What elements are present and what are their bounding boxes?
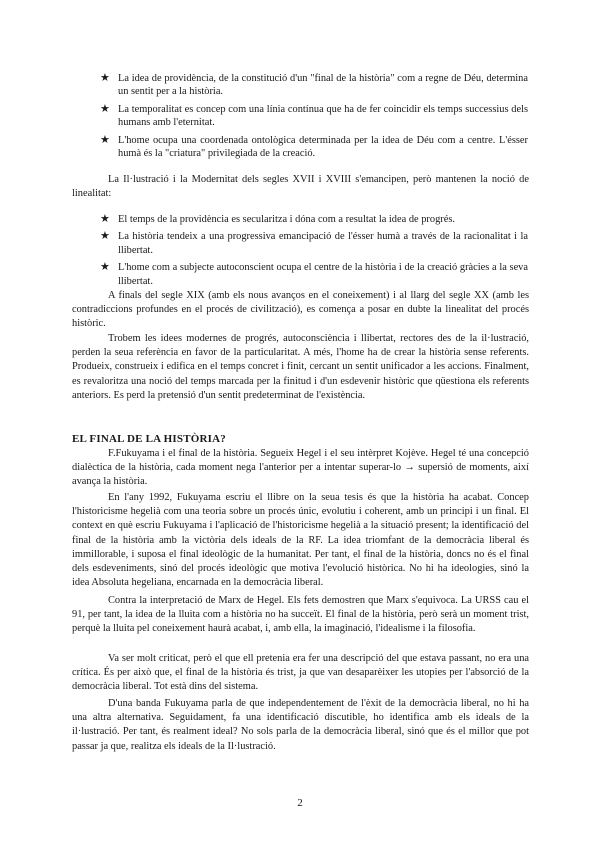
paragraph-illustracio: La Il·lustració i la Modernitat dels segles XVII i XVIII s'emancipen, però mantenen la noció de linealitat: [72, 174, 529, 200]
list-item: ★ L'home ocupa una coordenada ontològica determinada per la idea de Déu com a centre. L'ésser humà és la "criatura" privilegiada de la creació. [100, 133, 528, 160]
paragraph-finals: A finals del segle XIX (amb els nous avanços en el coneixement) i al llarg del segle XX (amb les contradiccions profundes en el procés de civilització), es comença a posar en dubte la linealitat del procés històric. [72, 290, 529, 330]
section-heading: EL FINAL DE LA HISTÒRIA? [72, 433, 226, 445]
star-bullet-icon: ★ [100, 230, 110, 243]
paragraph-contra-marx: Contra la interpretació de Marx de Hegel. Els fets demostren que Marx s'equivoca. La URSS cau el 91, per tant, la idea de la lluita com a història no ha succeït. El final de la història, però serà un moment trist, perquè la lluita pel coneixement haurà acabat, i, amb ella, la imaginació, l'idealisme i la filosofia. [72, 595, 529, 635]
star-bullet-icon: ★ [100, 72, 110, 84]
list-item: ★ La idea de providència, de la constitució d'un "final de la història" com a regne de Déu, determina un sentit per a la història. [100, 72, 528, 98]
providence-list [100, 72, 528, 164]
list-item: ★ L'home com a subjecte autoconscient ocupa el centre de la història i de la creació gràcies a la seva llibertat. [100, 261, 528, 287]
list-item: ★ El temps de la providència es secularitza i dóna com a resultat la idea de progrés. [100, 213, 455, 225]
star-bullet-icon: ★ [100, 133, 110, 146]
page-number: 2 [297, 797, 303, 809]
paragraph-1992: En l'any 1992, Fukuyama escriu el llibre on la seua tesis és que la història ha acabat. Concep l'historicisme hegelià com una teoria sobre un procés únic, evolutiu i coherent, amb un principi i un final. El context en què escriu Fukuyama i l'aplicació de l'historicisme hegelià a la situació present; la identificació del final de la història amb la victòria dels ideals de la RF. La idea triomfant de la democràcia liberal és immillorable, i suposa el final ideològic de la humanitat. Per tant, el final de la història, doncs no és el final dels esdeveniments, sinó del procés ideològic que motiva l'evolució històrica. No hi ha ideologies, sinó la idea Absoluta hegeliana, encarnada en la democràcia liberal. [72, 492, 529, 589]
paragraph-banda: D'una banda Fukuyama parla de que independentement de l'èxit de la democràcia liberal, no hi ha una altra alternativa. Seguidament, fa una identificació discutible, ho identifica amb els ideals de la il·lustració. Per tant, és realment ideal? No sols parla de la democràcia liberal, sinó que és el millor que pot passar ja que, realitza els ideals de la Il·lustració. [72, 698, 529, 752]
list-item: ★ La temporalitat es concep com una línia contínua que ha de fer coincidir els temps successius dels humans amb l'eternitat. [100, 102, 528, 129]
paragraph-critica: Va ser molt criticat, però el que ell pretenia era fer una descripció del que estava passant, no era una crítica. És per això que, el final de la història és trist, ja que van desaparèixer les utopies per l'absorció de la democràcia liberal. Tot està dins del sistema. [72, 653, 529, 693]
paragraph-trobem: Trobem les idees modernes de progrés, autoconsciència i llibertat, rectores des de la il·lustració, perden la seua referència en favor de la particularitat. A més, l'home ha de crear la història sense referents. Produeix, construeix i edifica en el temps concret i finit, cercant un sentit unificador a les accions. Finalment, es revaloritza una noció del temps marcada per la finitud i d'un esdevenir històric que qüestiona els referents anteriors. Es perd la pretensió d'un sentit predeterminat de l'existència. [72, 333, 529, 401]
list-item: ★ La història tendeix a una progressiva emancipació de l'ésser humà a través de la racionalitat i la llibertat. [100, 230, 528, 256]
paragraph-fukuyama: F.Fukuyama i el final de la història. Segueix Hegel i el seu intèrpret Kojève. Hegel té una concepció dialèctica de la història, cada moment nega l'anterior per a intentar superar-lo → supersió de moments, així avança la història. [72, 448, 529, 488]
star-bullet-icon: ★ [100, 261, 110, 274]
star-bullet-icon: ★ [100, 213, 110, 225]
modernity-list [100, 213, 528, 292]
star-bullet-icon: ★ [100, 102, 110, 115]
